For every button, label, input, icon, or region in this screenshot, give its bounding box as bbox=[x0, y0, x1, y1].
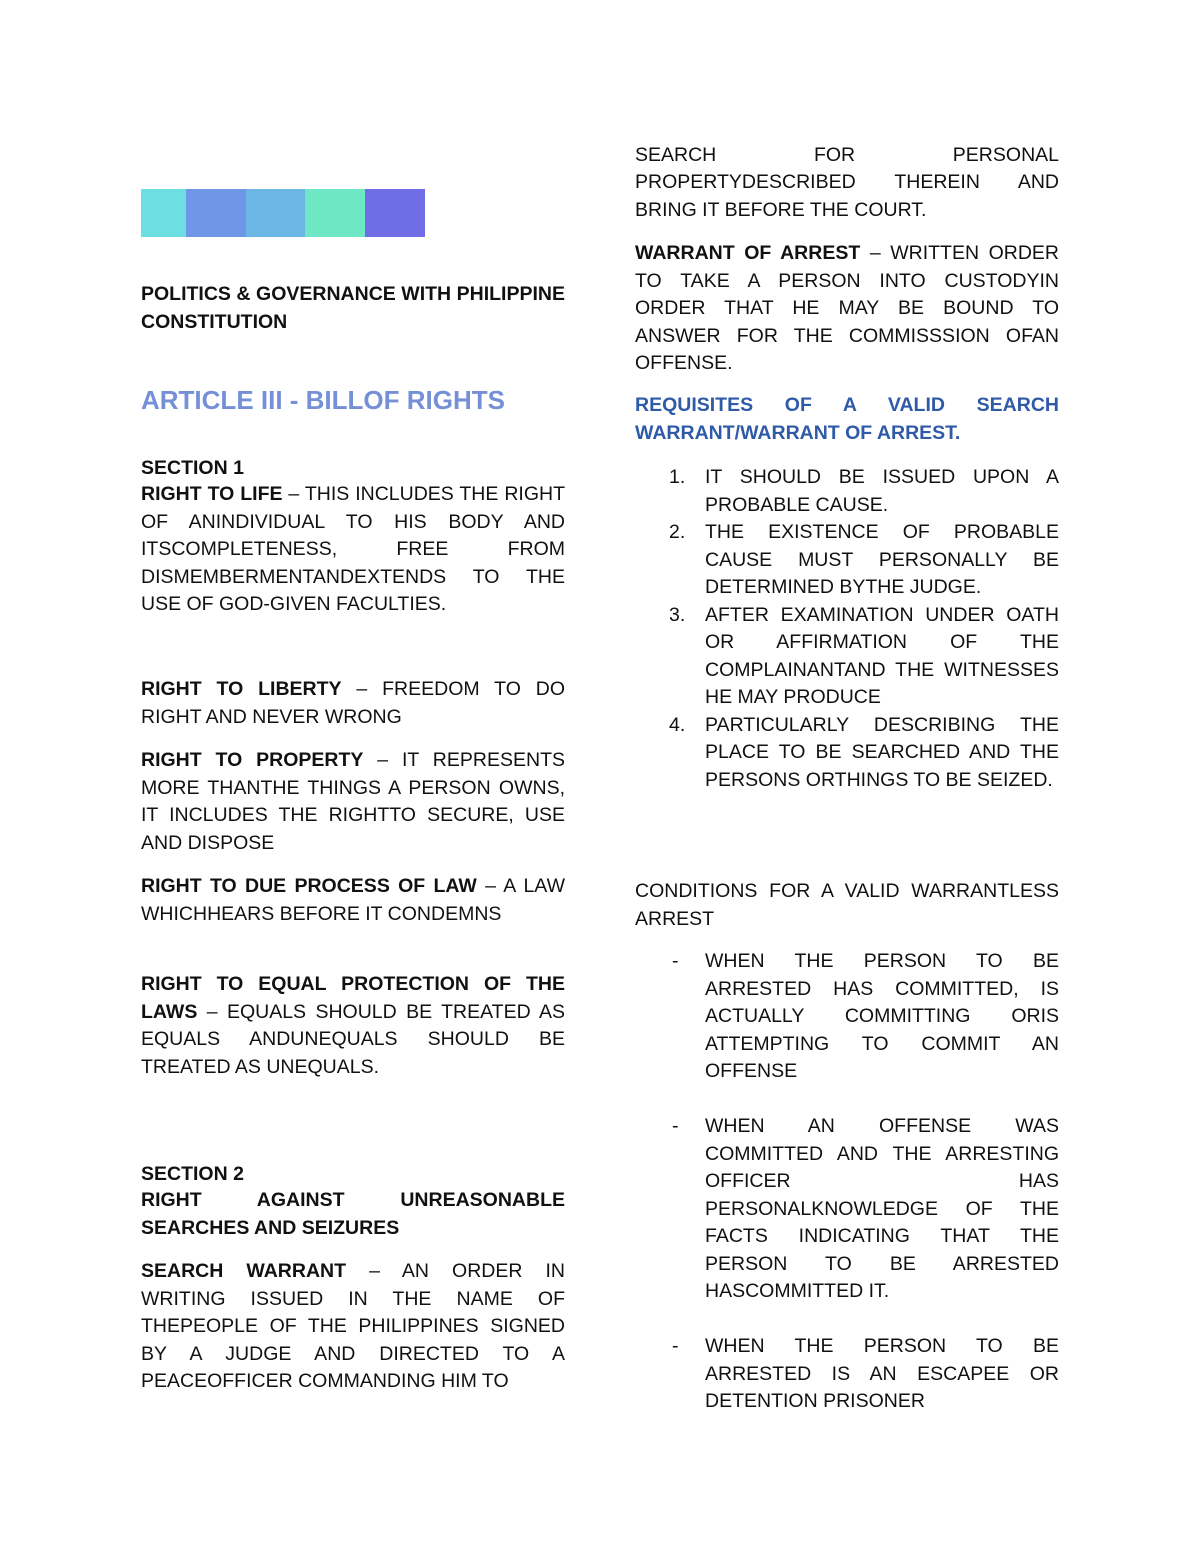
item-number: 1. bbox=[669, 466, 686, 488]
item-number: 3. bbox=[669, 603, 686, 626]
item-text: PARTICULARLY DESCRIBING THE PLACE TO BE SEARCHED AND THE PERSONS ORTHINGS TO BE SEIZED. bbox=[705, 713, 1059, 791]
term: RIGHT TO LIBERTY bbox=[141, 678, 342, 700]
term: RIGHT TO EQUAL PROTECTION OF THE LAWS bbox=[141, 973, 565, 1023]
definition: – THIS INCLUDES THE RIGHT OF ANINDIVIDUAL TO HIS BODY AND ITSCOMPLETENESS, FREE FROM DISMEMBERMENTANDEXTENDS TO THE USE OF GOD-GIVEN FACULTIES. bbox=[141, 483, 565, 615]
right-to-equal-protection bbox=[141, 971, 565, 1081]
item-text: IT SHOULD BE ISSUED UPON A PROBABLE CAUSE. bbox=[705, 466, 1059, 516]
course-title: POLITICS & GOVERNANCE WITH PHILIPPINE CONSTITUTION bbox=[141, 283, 565, 333]
term: RIGHT TO PROPERTY bbox=[141, 749, 364, 771]
item-text: THE EXISTENCE OF PROBABLE CAUSE MUST PERSONALLY BE DETERMINED BYTHE JUDGE. bbox=[705, 521, 1059, 598]
dash-bullet: - bbox=[672, 1115, 679, 1137]
definition: – AN ORDER IN WRITING ISSUED IN THE NAME OF THEPEOPLE OF THE PHILIPPINES SIGNED BY A JUDGE AND DIRECTED TO A PEACEOFFICER COMMANDING HIM TO bbox=[141, 1260, 565, 1392]
color-swatch bbox=[365, 189, 425, 237]
article-title: ARTICLE III - BILLOF RIGHTS bbox=[141, 385, 505, 415]
conditions-list bbox=[635, 948, 1059, 1086]
list-item bbox=[635, 464, 1059, 519]
list-item bbox=[635, 948, 1059, 1086]
warrant-of-arrest bbox=[635, 240, 1059, 378]
definition: – EQUALS SHOULD BE TREATED AS EQUALS ANDUNEQUALS SHOULD BE TREATED AS UNEQUALS. bbox=[141, 1000, 565, 1078]
item-number: 2. bbox=[669, 521, 686, 543]
list-item bbox=[635, 1113, 1059, 1306]
term: SEARCH WARRANT bbox=[141, 1260, 347, 1282]
requisites-title: REQUISITES OF A VALID SEARCH WARRANT/WARRANT OF ARREST. bbox=[635, 394, 1059, 444]
right-to-due-process bbox=[141, 873, 565, 928]
dash-bullet: - bbox=[672, 1335, 679, 1357]
term: WARRANT OF ARREST bbox=[635, 242, 861, 264]
requisites-list bbox=[635, 464, 1059, 794]
conditions-list bbox=[635, 1333, 1059, 1416]
list-item bbox=[635, 1333, 1059, 1416]
right-to-life bbox=[141, 481, 565, 619]
item-number: 4. bbox=[669, 713, 686, 736]
conditions-list bbox=[635, 1113, 1059, 1306]
term: RIGHT TO LIFE bbox=[141, 483, 283, 505]
list-item bbox=[635, 519, 1059, 602]
continued-line: SEARCH FOR PERSONAL bbox=[635, 144, 1059, 166]
right-to-liberty bbox=[141, 676, 565, 731]
section-1-heading: SECTION 1 bbox=[141, 456, 244, 479]
term: RIGHT TO DUE PROCESS OF LAW bbox=[141, 875, 477, 897]
item-text: WHEN AN OFFENSE WAS COMMITTED AND THE ARRESTING OFFICER HAS PERSONALKNOWLEDGE OF THE FACTS INDICATING THAT THE PERSON TO BE ARRESTED HASCOMMITTED IT. bbox=[705, 1115, 1059, 1302]
definition: – WRITTEN ORDER TO TAKE A PERSON INTO CUSTODYIN ORDER THAT HE MAY BE BOUND TO ANSWER FOR THE COMMISSSION OFAN OFFENSE. bbox=[635, 242, 1060, 374]
conditions-title: CONDITIONS FOR A VALID WARRANTLESS ARREST bbox=[635, 880, 1059, 930]
definition: – A LAW WHICHHEARS BEFORE IT CONDEMNS bbox=[141, 875, 565, 925]
color-swatch bbox=[305, 189, 365, 237]
color-swatch bbox=[246, 189, 305, 237]
color-swatch bbox=[186, 189, 246, 237]
item-text: AFTER EXAMINATION UNDER OATH OR AFFIRMATION OF THE COMPLAINANTAND THE WITNESSES HE MAY PRODUCE bbox=[705, 603, 1059, 708]
dash-bullet: - bbox=[672, 950, 679, 972]
section-2-heading: SECTION 2 bbox=[141, 1162, 244, 1185]
color-swatch bbox=[141, 189, 186, 237]
definition: – FREEDOM TO DO RIGHT AND NEVER WRONG bbox=[141, 678, 565, 728]
item-text: WHEN THE PERSON TO BE ARRESTED HAS COMMITTED, IS ACTUALLY COMMITTING ORIS ATTEMPTING TO COMMIT AN OFFENSE bbox=[705, 950, 1059, 1082]
item-text: WHEN THE PERSON TO BE ARRESTED IS AN ESCAPEE OR DETENTION PRISONER bbox=[705, 1335, 1059, 1412]
continued-text: PROPERTYDESCRIBED THEREIN AND BRING IT BEFORE THE COURT. bbox=[635, 171, 1059, 221]
list-item bbox=[635, 712, 1059, 795]
list-item bbox=[635, 602, 1059, 712]
definition: – IT REPRESENTS MORE THANTHE THINGS A PERSON OWNS, IT INCLUDES THE RIGHTTO SECURE, USE AND DISPOSE bbox=[141, 749, 565, 854]
header-color-bar bbox=[141, 189, 425, 237]
right-to-property bbox=[141, 747, 565, 857]
search-warrant bbox=[141, 1258, 565, 1396]
searches-title: RIGHT AGAINST UNREASONABLE SEARCHES AND SEIZURES bbox=[141, 1189, 565, 1239]
